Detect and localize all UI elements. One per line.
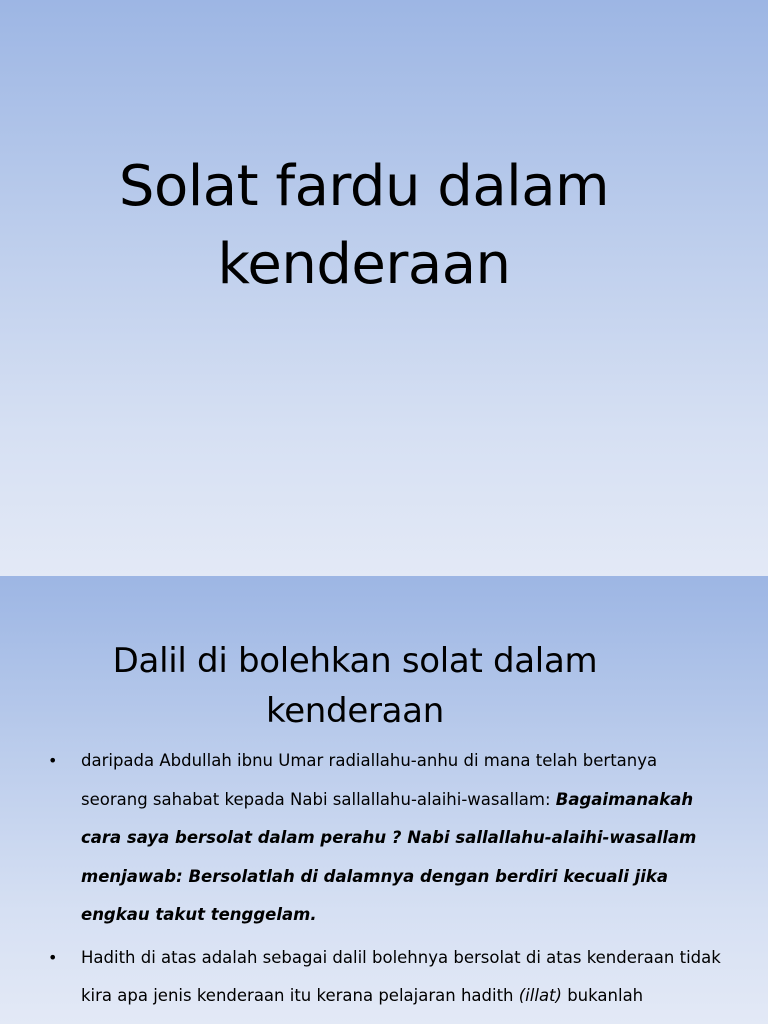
- bullet-emphasis-text: Bagaimanakah cara saya bersolat dalam perahu ? Nabi sallallahu-alaihi-wasallam menjawab: Bersolatlah di dalamnya dengan berdiri kecuali jika engkau takut tenggelam.: [81, 789, 697, 924]
- bullet-list: [48, 742, 728, 1020]
- title-line-1: Dalil di bolehkan solat dalam: [112, 641, 598, 681]
- bullet-italic-text: (illat): [518, 986, 562, 1005]
- bullet-text-tail: bukanlah: [561, 986, 644, 1005]
- bullet-text: Hadith di atas adalah sebagai dalil bolehnya bersolat di atas kenderaan tidak kira apa jenis kenderaan itu kerana pelajaran hadith: [81, 947, 721, 1005]
- bullet-marker: •: [48, 751, 58, 770]
- bullet-text: daripada Abdullah ibnu Umar radiallahu-anhu di mana telah bertanya seorang sahabat kepada Nabi sallallahu-alaihi-wasallam:: [81, 751, 658, 809]
- bullet-item: [48, 742, 728, 935]
- slide-title: [0, 636, 710, 736]
- title-line-1: Solat fardu dalam: [118, 154, 610, 219]
- bullet-item: [48, 939, 728, 1016]
- title-line-2: kenderaan: [266, 691, 444, 731]
- slide-title: [0, 148, 728, 304]
- slide-2: [0, 576, 768, 1024]
- bullet-marker: •: [48, 947, 58, 967]
- title-line-2: kenderaan: [217, 232, 511, 297]
